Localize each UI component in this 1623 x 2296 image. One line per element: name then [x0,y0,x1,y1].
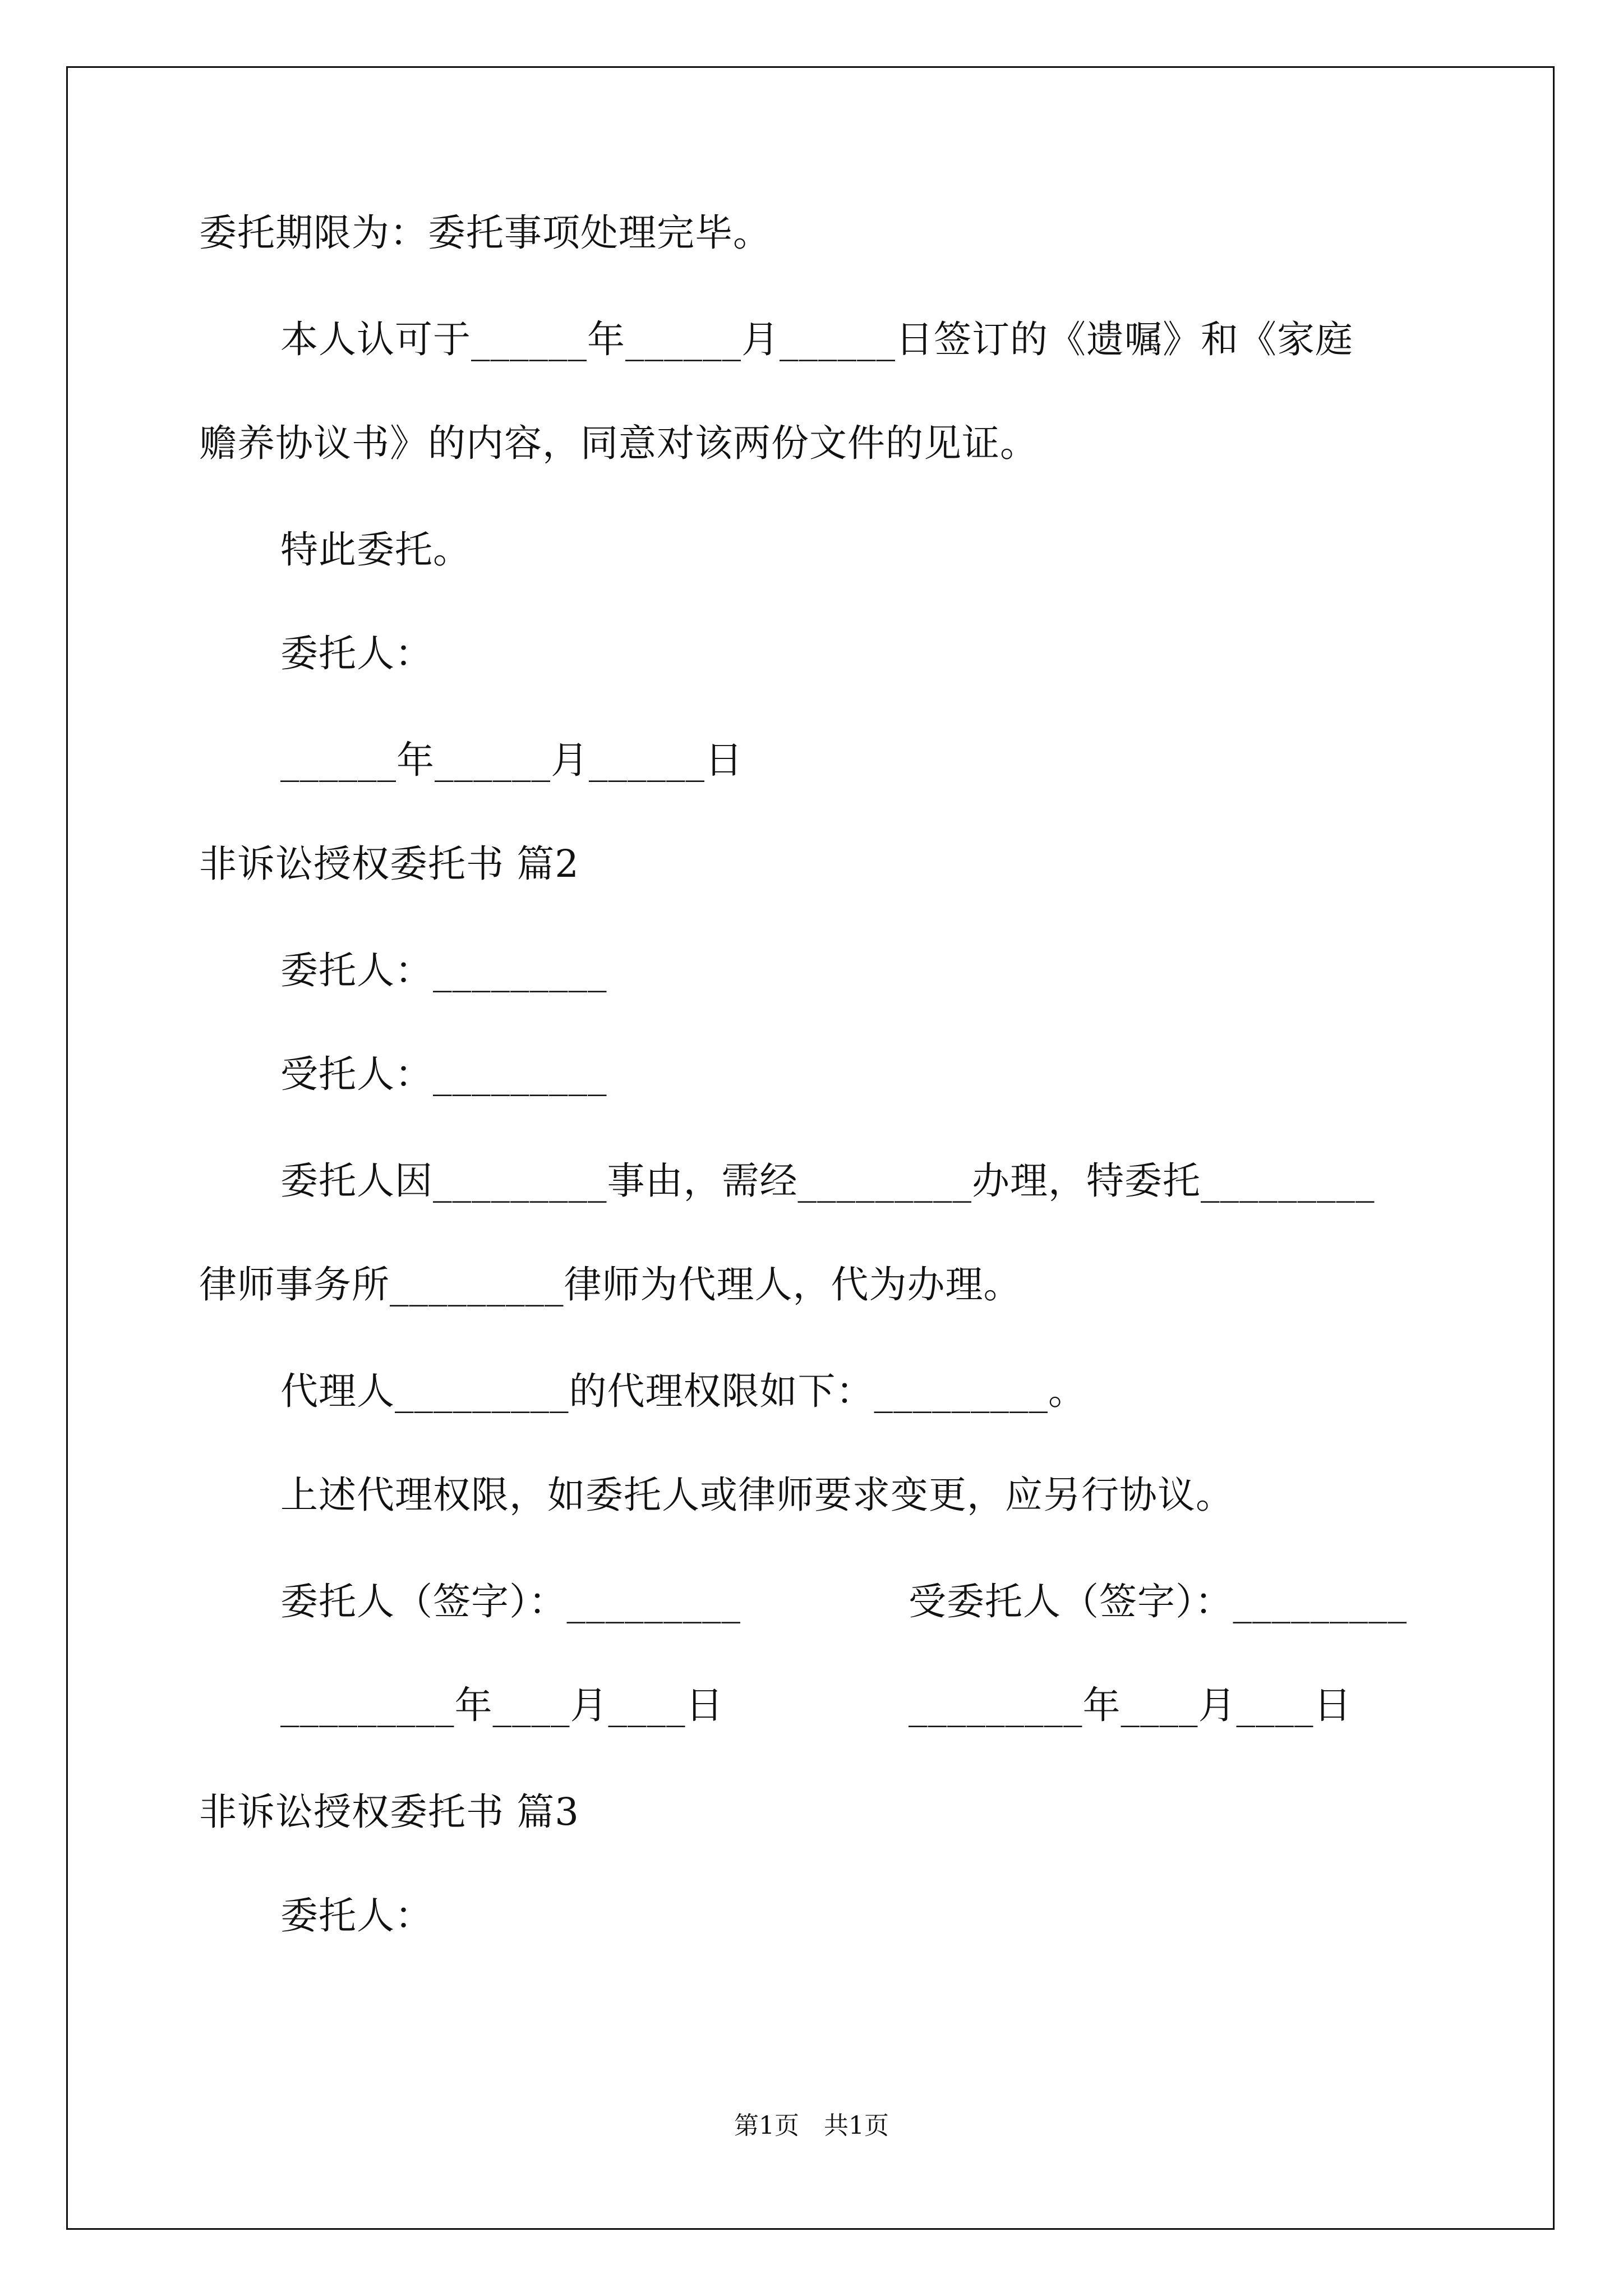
date-line: ______年______月______日 [280,738,743,782]
trustee-field: 受托人：_________ [280,1052,607,1096]
principal-signature: 委托人（签字）：_________ [280,1580,741,1623]
principal-line: 委托人： [280,632,433,675]
recognition-line-2: 赡养协议书》的内容，同意对该两份文件的见证。 [199,421,1038,465]
trustee-signature: 受委托人（签字）：_________ [909,1580,1407,1623]
hereby-entrust-line: 特此委托。 [280,528,471,572]
section-heading-2: 非诉讼授权委托书 篇2 [199,842,579,886]
entrust-reason-line-1: 委托人因_________事由，需经_________办理，特委托_________ [280,1159,1375,1203]
principal-line-3: 委托人： [280,1894,433,1938]
principal-date: _________年____月____日 [280,1683,724,1727]
principal-field: 委托人：_________ [280,949,607,992]
section-heading-3: 非诉讼授权委托书 篇3 [199,1790,579,1834]
page-footer: 第1页 共1页 [734,2111,889,2140]
term-line: 委托期限为：委托事项处理完毕。 [199,211,771,255]
trustee-date: _________年____月____日 [909,1683,1352,1727]
change-line: 上述代理权限，如委托人或律师要求变更，应另行协议。 [280,1473,1234,1517]
entrust-reason-line-2: 律师事务所_________律师为代理人，代为办理。 [199,1263,1022,1306]
recognition-line-1: 本人认可于______年______月______日签订的《遗嘱》和《家庭 [280,318,1353,361]
authority-line: 代理人_________的代理权限如下：_________。 [280,1369,1086,1413]
